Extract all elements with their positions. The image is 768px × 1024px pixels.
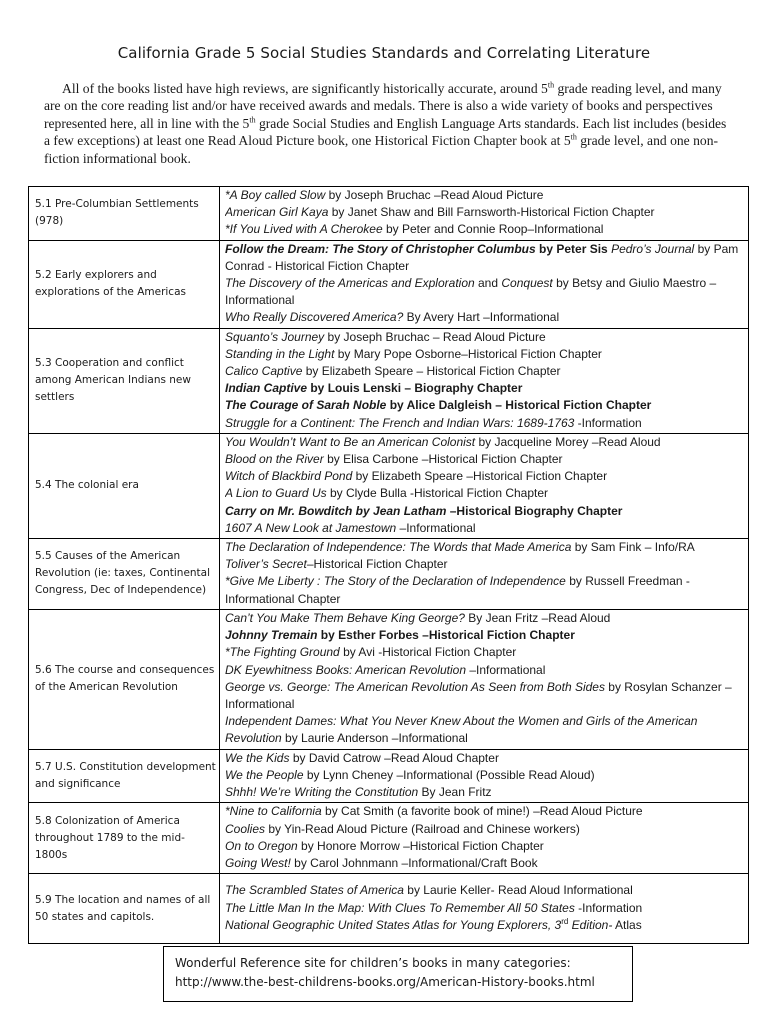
books-cell <box>220 240 749 328</box>
table-row <box>29 803 749 874</box>
table-row <box>29 240 749 328</box>
standard-cell: 5.9 The location and names of all 50 states and capitols. <box>29 874 220 944</box>
book-text: Blood on the River <box>225 452 324 467</box>
book-text: by Betsy and Giulio Maestro – Informational <box>225 276 717 308</box>
books-cell <box>220 609 749 749</box>
table-row <box>29 187 749 241</box>
book-entry <box>225 397 744 414</box>
book-text: Follow the Dream: The Story of Christopher Columbus <box>225 241 536 256</box>
books-cell <box>220 328 749 433</box>
book-entry <box>225 520 744 537</box>
book-text: A Lion to Guard Us <box>225 486 327 501</box>
book-text: American Girl Kaya <box>225 205 329 220</box>
book-text: by Esther Forbes –Historical Fiction Chapter <box>317 628 575 643</box>
book-entry <box>225 662 744 679</box>
page-title: California Grade 5 Social Studies Standards and Correlating Literature <box>117 44 651 62</box>
book-text: by Louis Lenski – Biography Chapter <box>307 381 523 396</box>
book-text: rd <box>561 916 569 926</box>
book-text: by Russell Freedman - Informational Chapter <box>225 574 690 606</box>
book-text: The Discovery of the Americas and Exploration <box>225 276 475 291</box>
book-text: by David Catrow –Read Aloud Chapter <box>289 750 499 765</box>
book-text: Shhh! We’re Writing the Constitution <box>225 785 419 800</box>
table-row <box>29 539 749 610</box>
book-text: by Lynn Cheney –Informational (Possible Read Aloud) <box>303 768 595 783</box>
book-entry <box>225 434 744 451</box>
book-text: On to Oregon <box>225 838 298 853</box>
book-text: The Scrambled States of America <box>225 883 404 898</box>
table-row <box>29 749 749 803</box>
book-text: -Information <box>574 415 642 430</box>
book-entry <box>225 627 744 644</box>
book-text: by Clyde Bulla -Historical Fiction Chapter <box>326 486 549 501</box>
book-entry <box>225 644 744 661</box>
book-text: National Geographic United States Atlas for Young Explorers, 3 <box>225 917 562 932</box>
book-text: by Peter and Connie Roop–Informational <box>382 222 604 237</box>
books-cell <box>220 539 749 610</box>
book-text: by Laurie Anderson –Informational <box>281 731 468 746</box>
book-text: by Carol Johnmann –Informational/Craft Book <box>290 856 538 871</box>
book-text: by Yin-Read Aloud Picture (Railroad and Chinese workers) <box>265 821 580 836</box>
reference-box <box>163 946 633 1002</box>
book-text: Squanto’s Journey <box>225 329 325 344</box>
book-text: DK Eyewhitness Books: American Revolution <box>225 662 466 677</box>
book-entry <box>225 503 744 520</box>
book-entry <box>225 821 744 838</box>
book-text: by Elizabeth Speare – Historical Fiction Chapter <box>302 364 561 379</box>
reference-label: Wonderful Reference site for children’s books in many categories: <box>175 956 571 970</box>
book-text: The Courage of Sarah Noble <box>225 398 387 413</box>
reference-link[interactable]: http://www.the-best-childrens-books.org/American-History-books.html <box>175 975 595 989</box>
book-entry <box>225 309 744 326</box>
book-text: –Historical Fiction Chapter <box>306 557 448 572</box>
book-text: –Informational <box>466 662 546 677</box>
book-entry <box>225 221 744 238</box>
book-entry <box>225 241 744 275</box>
standard-cell: 5.7 U.S. Constitution development and significance <box>29 749 220 803</box>
standard-cell: 5.8 Colonization of America throughout 1789 to the mid-1800s <box>29 803 220 874</box>
book-entry <box>225 346 744 363</box>
book-text: Atlas <box>612 917 642 932</box>
book-text: by Alice Dalgleish – Historical Fiction Chapter <box>386 398 652 413</box>
book-entry <box>225 900 744 917</box>
book-entry <box>225 767 744 784</box>
book-entry <box>225 380 744 397</box>
book-text: –Historical Biography Chapter <box>446 503 623 518</box>
book-entry <box>225 917 744 934</box>
book-text: Indian Captive <box>225 381 308 396</box>
table-row <box>29 609 749 749</box>
book-entry <box>225 275 744 309</box>
books-cell <box>220 187 749 241</box>
book-text: *The Fighting Ground <box>225 645 340 660</box>
book-text: Conquest <box>501 276 553 291</box>
book-entry <box>225 204 744 221</box>
book-text: Struggle for a Continent: The French and Indian Wars: 1689-1763 <box>225 415 575 430</box>
books-cell <box>220 749 749 803</box>
book-text: *If You Lived with A Cherokee <box>225 222 383 237</box>
standard-cell: 5.6 The course and consequences of the American Revolution <box>29 609 220 749</box>
book-text: Pedro’s Journal <box>611 241 695 256</box>
book-text: by Sam Fink – Info/RA <box>571 540 695 555</box>
book-text: by Rosylan Schanzer – Informational <box>225 679 732 712</box>
book-text: by Joseph Bruchac – Read Aloud Picture <box>324 329 546 344</box>
book-text: by Laurie Keller- Read Aloud Informational <box>403 883 633 898</box>
intro-paragraph: All of the books listed have high reviews, are significantly historically accurate, around 5th grade reading level, and many are on the core reading list and/or have received awards and medals. There is also a wide variety of books and perspectives represented here, all in line with the 5th grade Social Studies and English Language Arts standards. Each list includes (besides a few exceptions) at least one Read Aloud Picture book, one Historical Fiction Chapter book at 5th grade level, and one non-fiction informational book. <box>44 80 727 166</box>
book-text: by Elizabeth Speare –Historical Fiction Chapter <box>352 469 608 484</box>
book-text: -Information <box>574 900 643 915</box>
book-text: You Wouldn’t Want to Be an American Colonist <box>225 434 476 449</box>
book-entry <box>225 750 744 767</box>
book-entry <box>225 556 744 573</box>
table-row <box>29 433 749 538</box>
book-text: Witch of Blackbird Pond <box>225 469 353 484</box>
book-text: –Informational <box>396 520 476 535</box>
book-entry <box>225 855 744 872</box>
books-cell <box>220 433 749 538</box>
book-entry <box>225 451 744 468</box>
book-entry <box>225 838 744 855</box>
book-entry <box>225 485 744 502</box>
book-text: We the People <box>225 768 304 783</box>
book-text: Can’t You Make Them Behave King George? <box>225 611 465 626</box>
book-text: Carry on Mr. Bowditch by Jean Latham <box>225 503 447 518</box>
book-entry <box>225 803 744 820</box>
book-text: By Jean Fritz –Read Aloud <box>464 611 611 626</box>
book-entry <box>225 468 744 485</box>
table-row <box>29 328 749 433</box>
book-text: by Avi -Historical Fiction Chapter <box>339 645 517 660</box>
book-text: By Avery Hart –Informational <box>403 310 560 325</box>
book-text: by Elisa Carbone –Historical Fiction Chapter <box>323 452 563 467</box>
book-text: Toliver’s Secret <box>225 557 307 572</box>
book-text: by Joseph Bruchac –Read Aloud Picture <box>325 188 544 202</box>
book-entry <box>225 363 744 380</box>
book-text: Edition- <box>568 917 613 932</box>
book-text: The Declaration of Independence: The Words that Made America <box>225 540 572 555</box>
book-text: by Cat Smith (a favorite book of mine!) –Read Aloud Picture <box>321 804 643 819</box>
book-text: by Mary Pope Osborne–Historical Fiction Chapter <box>334 346 602 361</box>
book-entry <box>225 329 744 346</box>
table-row <box>29 874 749 944</box>
book-text: by Jacqueline Morey –Read Aloud <box>475 434 661 449</box>
book-text: Coolies <box>225 821 266 836</box>
standard-cell: 5.3 Cooperation and conflict among American Indians new settlers <box>29 328 220 433</box>
book-entry <box>225 573 744 607</box>
book-entry <box>225 415 744 432</box>
book-text: by Pam Conrad - Historical Fiction Chapter <box>225 241 739 273</box>
book-entry <box>225 713 744 747</box>
book-text: by Peter Sis <box>535 241 612 256</box>
book-entry <box>225 539 744 556</box>
standard-cell: 5.4 The colonial era <box>29 433 220 538</box>
book-text: George vs. George: The American Revolution As Seen from Both Sides <box>225 679 605 694</box>
book-text: *Nine to California <box>225 804 322 819</box>
book-text: We the Kids <box>225 750 290 765</box>
book-entry <box>225 187 744 204</box>
book-entry <box>225 679 744 713</box>
book-text: *A Boy called Slow <box>225 188 326 202</box>
book-text: Independent Dames: What You Never Knew About the Women and Girls of the American Revolution <box>225 714 698 746</box>
book-text: Standing in the Light <box>225 346 335 361</box>
standard-cell: 5.2 Early explorers and explorations of the Americas <box>29 240 220 328</box>
books-cell <box>220 803 749 874</box>
book-entry <box>225 610 744 627</box>
book-text: By Jean Fritz <box>418 785 492 800</box>
standard-cell: 5.1 Pre-Columbian Settlements (978) <box>29 187 220 241</box>
book-text: Calico Captive <box>225 364 303 379</box>
standards-table <box>28 186 749 944</box>
book-text: 1607 A New Look at Jamestown <box>225 520 397 535</box>
book-entry <box>225 882 744 899</box>
book-text: by Janet Shaw and Bill Farnsworth-Historical Fiction Chapter <box>328 205 655 220</box>
book-text: Johnny Tremain <box>225 628 318 643</box>
book-text: and <box>474 276 502 291</box>
book-text: *Give Me Liberty : The Story of the Declaration of Independence <box>225 574 566 589</box>
book-text: The Little Man In the Map: With Clues To Remember All 50 States <box>225 900 575 915</box>
books-cell <box>220 874 749 944</box>
book-text: Going West! <box>225 856 291 871</box>
book-text: by Honore Morrow –Historical Fiction Chapter <box>297 838 544 853</box>
book-entry <box>225 784 744 801</box>
standard-cell: 5.5 Causes of the American Revolution (ie: taxes, Continental Congress, Dec of Independence) <box>29 539 220 610</box>
book-text: Who Really Discovered America? <box>225 310 404 325</box>
